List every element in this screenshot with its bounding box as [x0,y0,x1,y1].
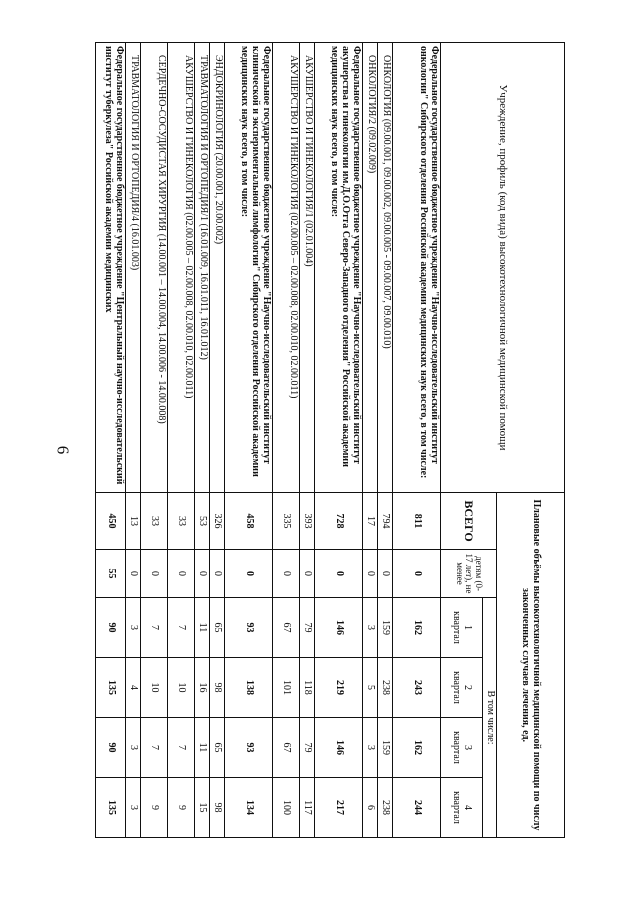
row-q3: 7 [168,718,195,778]
row-total: 13 [126,493,141,550]
table-row [141,43,168,838]
header-q3-number: 3 [462,745,474,750]
row-q4: 134 [225,778,273,838]
row-children: 55 [96,550,126,598]
row-name: Федеральное государственное бюджетное учреждение "Научно-исследовательский институт клинической и экспериментальной лимфологии" Сибирского отделения Российской академии медицинских наук всего, в том числе: [225,43,273,493]
row-total: 794 [378,493,393,550]
row-q1: 7 [141,598,168,658]
table-body [96,43,441,838]
header-q2-label: квартал [451,671,463,704]
row-q4: 98 [210,778,225,838]
page-number: 6 [53,445,73,455]
row-q2: 243 [393,658,441,718]
row-q1: 79 [300,598,315,658]
row-q2: 238 [378,658,393,718]
row-name: АКУШЕРСТВО И ГИНЕКОЛОГИЯ/1 (02.01.004) [300,43,315,493]
row-q1: 7 [168,598,195,658]
row-q2: 98 [210,658,225,718]
row-q4: 3 [126,778,141,838]
row-q1: 146 [315,598,363,658]
table-row [363,43,378,838]
row-q2: 138 [225,658,273,718]
row-total: 326 [210,493,225,550]
table-row [300,43,315,838]
header-q2-number: 2 [462,685,474,690]
row-name: ОНКОЛОГИЯ (09.00.001, 09.00.002, 09.00.005 - 09.00.007, 09.00.010) [378,43,393,493]
row-total: 393 [300,493,315,550]
table-row [378,43,393,838]
row-q1: 93 [225,598,273,658]
row-q1: 65 [210,598,225,658]
row-children: 0 [273,550,300,598]
header-q1 [441,598,483,658]
header-plan-title: Плановые объёмы высокотехнологичной медицинской помощи по числу законченных случаев лечения, ед. [497,493,565,838]
row-q2: 118 [300,658,315,718]
row-total: 335 [273,493,300,550]
row-q1: 67 [273,598,300,658]
header-q4-number: 4 [462,805,474,810]
table-row [195,43,210,838]
row-q4: 244 [393,778,441,838]
row-q1: 3 [126,598,141,658]
row-children: 0 [126,550,141,598]
row-q1: 90 [96,598,126,658]
table-row [315,43,363,838]
row-q3: 67 [273,718,300,778]
row-q2: 101 [273,658,300,718]
row-q2: 10 [168,658,195,718]
row-q3: 3 [126,718,141,778]
row-q3: 79 [300,718,315,778]
row-q2: 4 [126,658,141,718]
row-children: 0 [168,550,195,598]
row-total: 811 [393,493,441,550]
row-q2: 10 [141,658,168,718]
row-q3: 3 [363,718,378,778]
header-q2 [441,658,483,718]
row-q1: 3 [363,598,378,658]
header-q4 [441,778,483,838]
row-total: 450 [96,493,126,550]
header-q3 [441,718,483,778]
header-q1-label: квартал [451,611,463,644]
row-name: АКУШЕРСТВО И ГИНЕКОЛОГИЯ (02.00.005 – 02.00.008, 02.00.010, 02.00.011) [273,43,300,493]
row-total: 33 [141,493,168,550]
row-q3: 7 [141,718,168,778]
row-children: 0 [141,550,168,598]
row-name: СЕРДЕЧНО-СОСУДИСТАЯ ХИРУРГИЯ (14.00.001 – 14.00.004, 14.00.006 - 14.00.008) [141,43,168,493]
row-children: 0 [378,550,393,598]
header-q3-label: квартал [451,731,463,764]
row-q3: 146 [315,718,363,778]
row-children: 0 [393,550,441,598]
row-name: Федеральное государственное бюджетное учреждение "Центральный научно-исследовательский институт туберкулеза" Российской академии медицинских [96,43,126,493]
row-children: 0 [300,550,315,598]
row-q3: 93 [225,718,273,778]
row-name: ЭНДОКРИНОЛОГИЯ (20.00.001, 20.00.002) [210,43,225,493]
row-q1: 11 [195,598,210,658]
table-row [168,43,195,838]
header-q1-number: 1 [462,625,474,630]
row-q3: 159 [378,718,393,778]
table-row [96,43,126,838]
row-q3: 11 [195,718,210,778]
rotated-table-container [95,42,565,837]
row-children: 0 [363,550,378,598]
row-q4: 9 [168,778,195,838]
row-q4: 238 [378,778,393,838]
table-row [225,43,273,838]
header-total: ВСЕГО [441,493,497,550]
table-row [273,43,300,838]
header-institution-profile: Учреждение, профиль (код вида) высокотехнологичной медицинской помощи [441,43,565,493]
header-including: В том числе: [483,598,497,838]
row-q3: 65 [210,718,225,778]
hmp-volumes-table [95,42,565,838]
header-q4-label: квартал [451,791,463,824]
row-q3: 162 [393,718,441,778]
row-name: ТРАВМАТОЛОГИЯ И ОРТОПЕДИЯ/1 (16.01.009, 16.01.011, 16.01.012) [195,43,210,493]
row-q4: 100 [273,778,300,838]
row-children: 0 [210,550,225,598]
row-q4: 217 [315,778,363,838]
row-q4: 135 [96,778,126,838]
table-row [393,43,441,838]
row-total: 728 [315,493,363,550]
row-q4: 9 [141,778,168,838]
row-total: 53 [195,493,210,550]
row-q2: 219 [315,658,363,718]
row-q2: 5 [363,658,378,718]
row-q4: 6 [363,778,378,838]
row-children: 0 [315,550,363,598]
header-children: детям (0-17 лет), не менее [441,550,497,598]
row-q4: 117 [300,778,315,838]
row-q2: 16 [195,658,210,718]
row-children: 0 [195,550,210,598]
row-name: Федеральное государственное бюджетное учреждение "Научно-исследовательский институт акушерства и гинекологии им.Д.О.Отта Северо-Западного отделения" Российской академии медицинских наук всего, в том числе: [315,43,363,493]
table-row [210,43,225,838]
row-total: 17 [363,493,378,550]
table-row [126,43,141,838]
row-q1: 162 [393,598,441,658]
table-header [441,43,565,838]
row-name: АКУШЕРСТВО И ГИНЕКОЛОГИЯ (02.00.005 – 02.00.008, 02.00.010, 02.00.011) [168,43,195,493]
row-name: Федеральное государственное бюджетное учреждение "Научно-исследовательский институт онкологии" Сибирского отделения Российской академии медицинских наук всего, в том числе: [393,43,441,493]
row-name: ОНКОЛОГИЯ/2 (09.02.009) [363,43,378,493]
row-q3: 90 [96,718,126,778]
row-q4: 15 [195,778,210,838]
row-name: ТРАВМАТОЛОГИЯ И ОРТОПЕДИЯ/4 (16.01.003) [126,43,141,493]
row-q2: 135 [96,658,126,718]
row-children: 0 [225,550,273,598]
row-q1: 159 [378,598,393,658]
row-total: 33 [168,493,195,550]
row-total: 458 [225,493,273,550]
